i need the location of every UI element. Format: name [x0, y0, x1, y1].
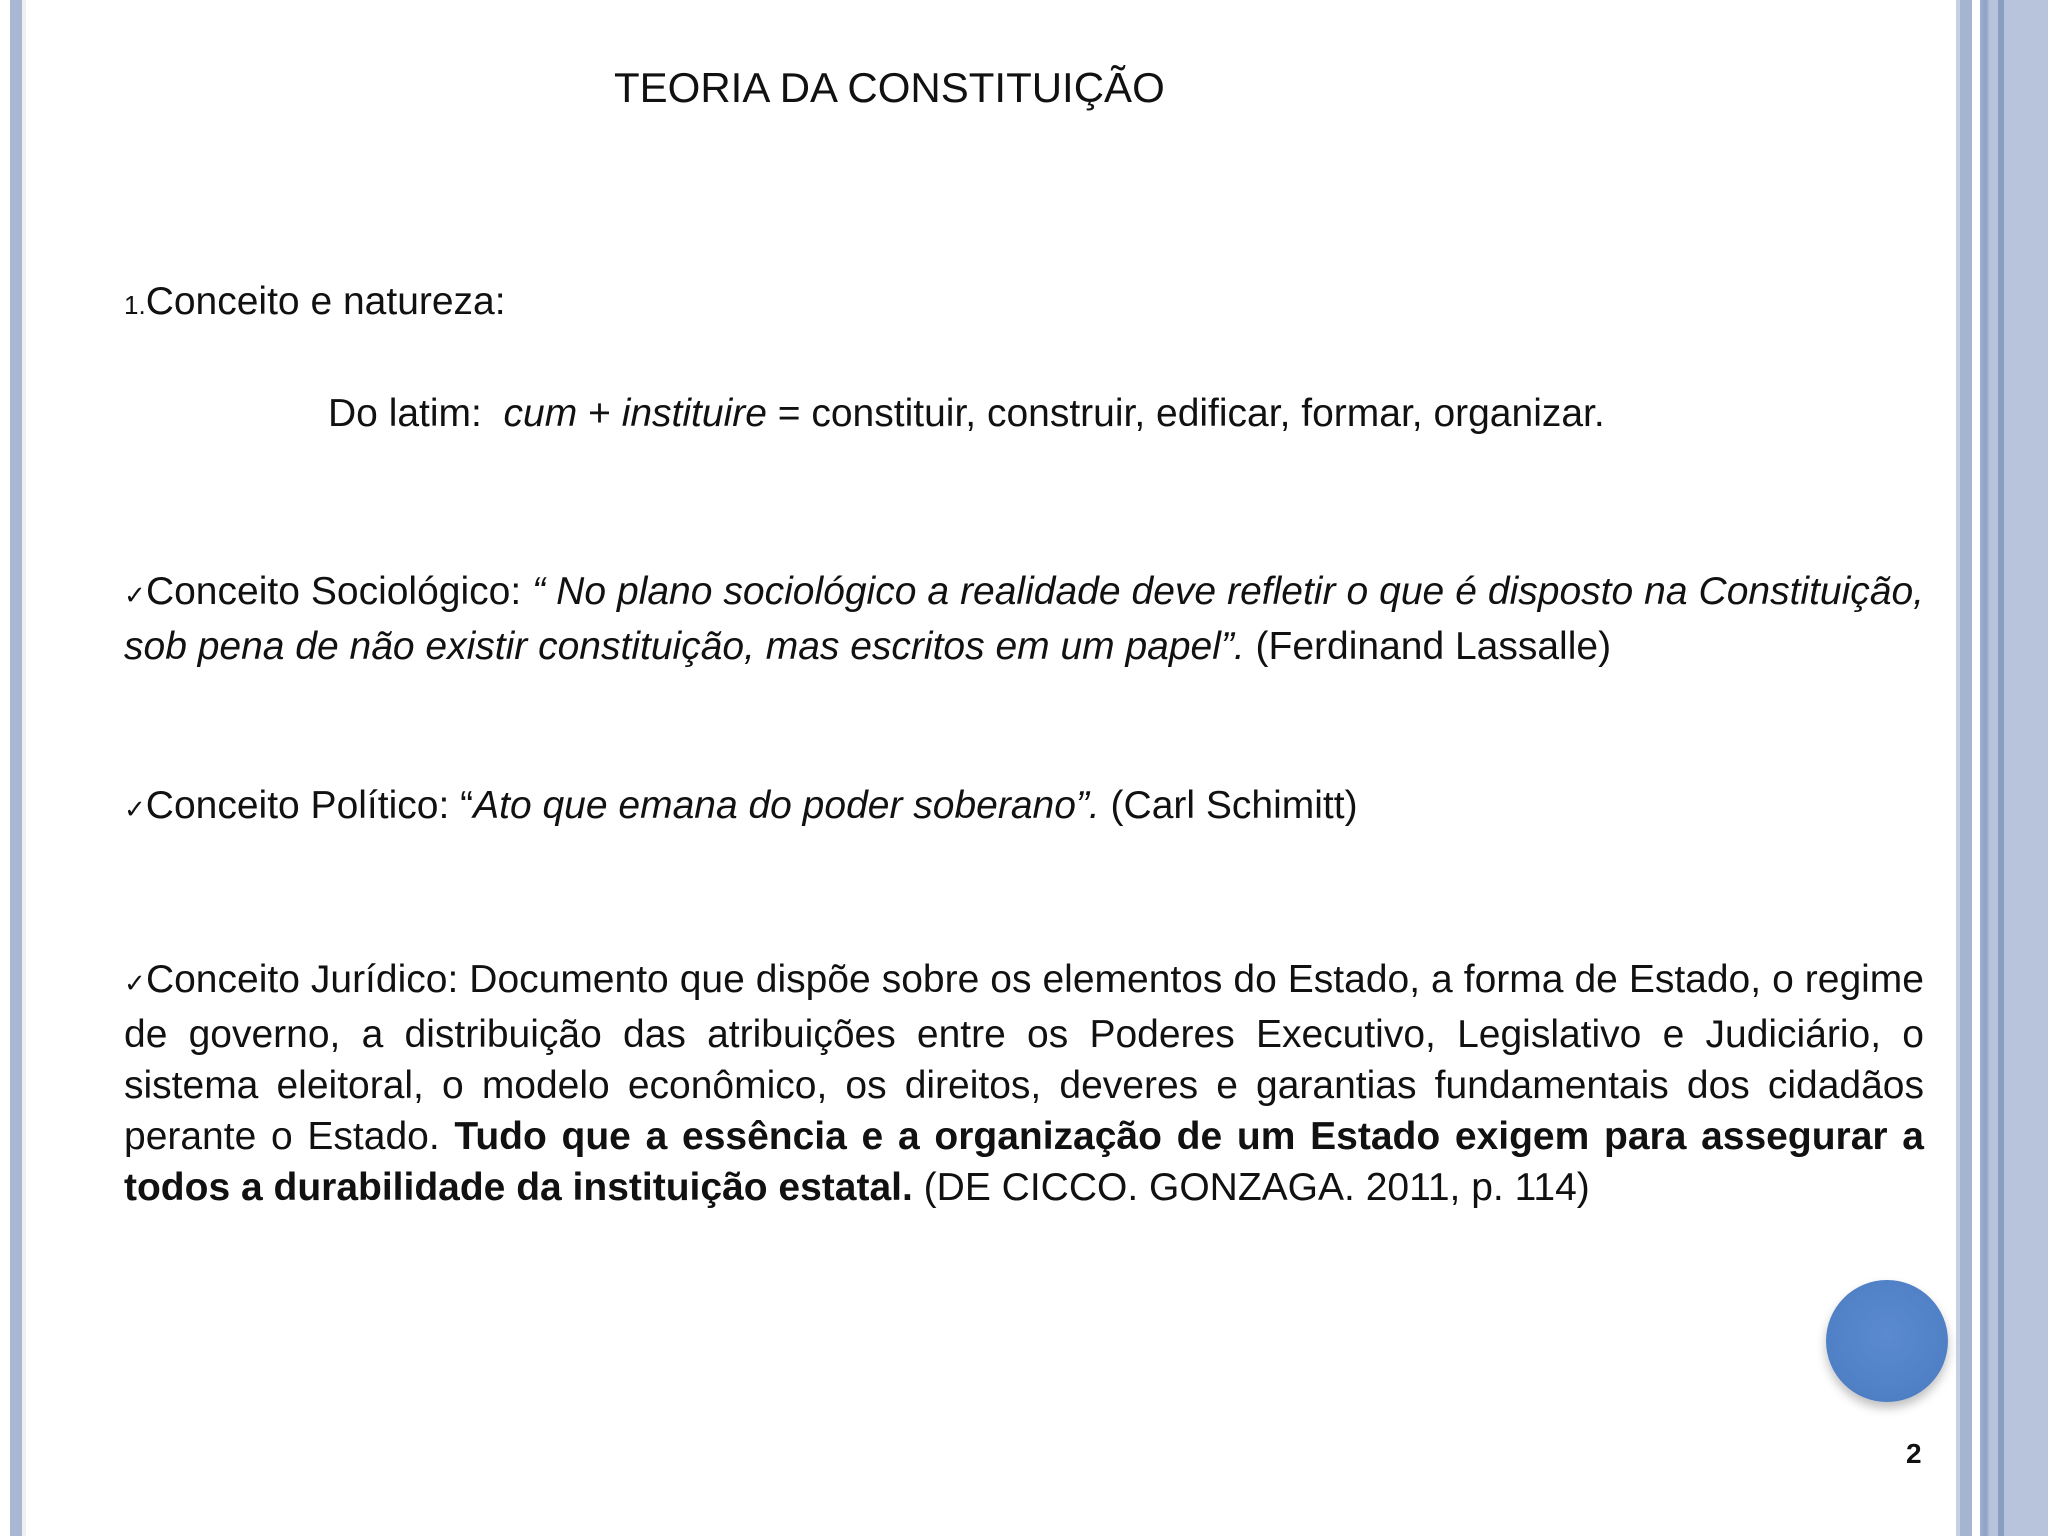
concept-politico-quote: Ato que emana do poder soberano”. — [473, 784, 1100, 827]
page-number: 2 — [1906, 1438, 1922, 1469]
latin-word-cum: cum — [503, 392, 578, 435]
latin-etymology — [328, 392, 1605, 436]
section-number: 1. — [124, 290, 146, 320]
latin-meaning: = constituir, construir, edificar, formar, organizar. — [766, 392, 1605, 435]
right-border-gap — [1972, 0, 1980, 1536]
latin-plus: + — [577, 392, 622, 435]
latin-word-instituire: instituire — [621, 392, 767, 435]
concept-juridico-text: Conceito Jurídico: Documento que dispõe sobre os elementos do Estado, a forma de Estado, o regime de governo, a distribuição das atribuições entre os Poderes Executivo, Legislativo e Judiciário, o sistema eleitoral, o modelo econômico, os direitos, deveres e garantias fundamentais dos cidadãos perante o Estado. — [124, 958, 1924, 1158]
section-heading-text: Conceito e natureza: — [145, 280, 506, 323]
left-border-margin — [0, 0, 10, 1536]
concept-juridico-citation: (DE CICCO. GONZAGA. 2011, p. 114) — [912, 1166, 1590, 1209]
concept-politico-label: Conceito Político: “ — [145, 784, 474, 827]
slide-title: TEORIA DA CONSTITUIÇÃO — [614, 64, 1165, 111]
concept-juridico-bold: Tudo que a essência e a organização de um Estado exigem para assegurar a todos a durabilidade da instituição estatal. — [124, 1115, 1924, 1209]
section-heading — [124, 280, 506, 324]
concept-politico — [124, 780, 1924, 835]
decorative-circle — [1826, 1280, 1948, 1402]
concept-juridico — [124, 954, 1924, 1213]
checkmark-icon: ✓ — [124, 794, 146, 824]
concept-sociologico-author: (Ferdinand Lassalle) — [1244, 625, 1612, 668]
left-border-stripe — [10, 0, 22, 1536]
right-border-stripe — [1960, 0, 1972, 1536]
right-border-band — [1980, 0, 2048, 1536]
checkmark-icon: ✓ — [124, 580, 146, 610]
concept-sociologico — [124, 566, 1924, 672]
checkmark-icon: ✓ — [124, 968, 146, 998]
right-border-band-line — [1998, 0, 2004, 1536]
latin-prefix: Do latim: — [328, 392, 504, 435]
left-border-inner — [22, 0, 26, 1536]
concept-sociologico-label: Conceito Sociológico: — [145, 570, 533, 613]
concept-sociologico-quote: “ No plano sociológico a realidade deve refletir o que é disposto na Constituição, sob pena de não existir constituição, mas escritos em um papel”. — [124, 570, 1924, 668]
concept-politico-author: (Carl Schimitt) — [1099, 784, 1358, 827]
